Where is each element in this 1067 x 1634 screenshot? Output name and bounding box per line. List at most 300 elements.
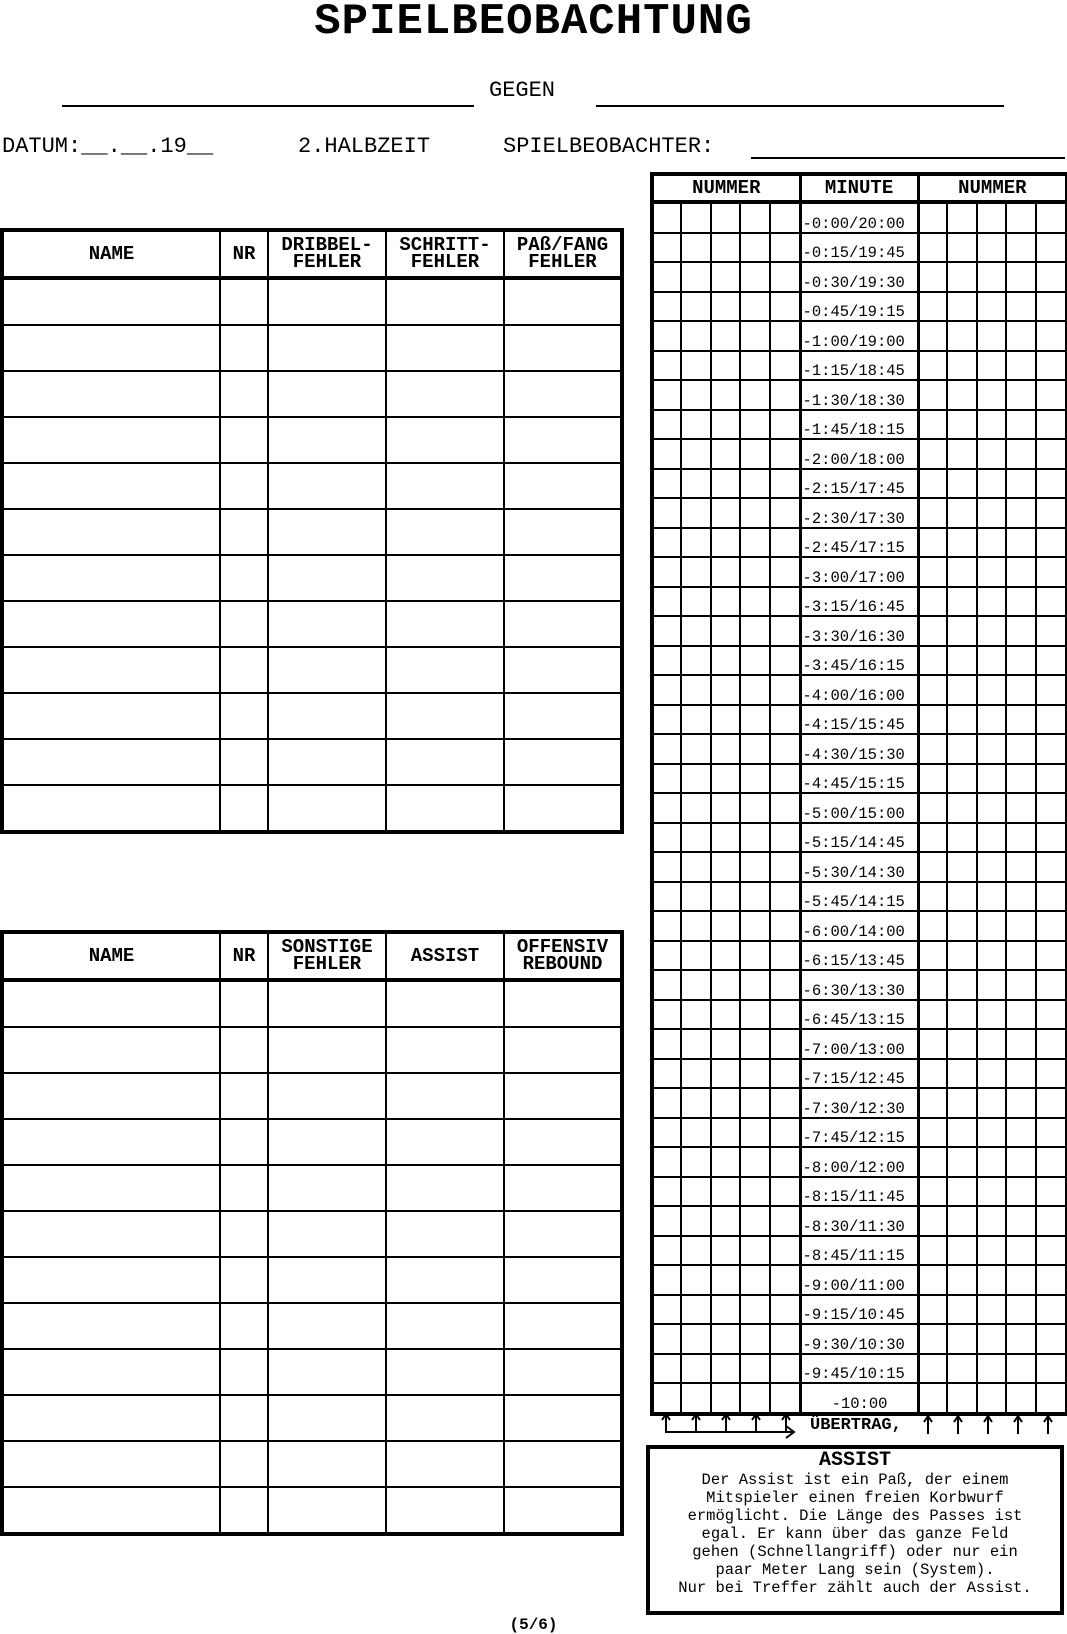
table-cell[interactable] (220, 693, 268, 739)
table-cell[interactable] (386, 1349, 504, 1395)
table-cell[interactable] (268, 1211, 386, 1257)
nummer-cell[interactable] (740, 616, 770, 646)
nummer-cell[interactable] (711, 557, 740, 587)
nummer-cell[interactable] (1036, 321, 1067, 351)
nummer-cell[interactable] (918, 705, 947, 735)
nummer-cell[interactable] (977, 351, 1006, 381)
nummer-cell[interactable] (681, 1059, 711, 1089)
nummer-cell[interactable] (770, 528, 800, 558)
nummer-cell[interactable] (711, 941, 740, 971)
nummer-cell[interactable] (681, 1147, 711, 1177)
table-cell[interactable] (220, 1211, 268, 1257)
nummer-cell[interactable] (1006, 439, 1036, 469)
nummer-cell[interactable] (1006, 587, 1036, 617)
nummer-cell[interactable] (681, 911, 711, 941)
table-cell[interactable] (2, 647, 220, 693)
table-cell[interactable] (2, 1441, 220, 1487)
nummer-cell[interactable] (711, 1059, 740, 1089)
nummer-cell[interactable] (740, 970, 770, 1000)
nummer-cell[interactable] (918, 852, 947, 882)
nummer-cell[interactable] (947, 202, 977, 233)
table-cell[interactable] (2, 555, 220, 601)
nummer-cell[interactable] (652, 262, 681, 292)
team-a-line[interactable] (62, 105, 474, 107)
nummer-cell[interactable] (918, 675, 947, 705)
nummer-cell[interactable] (711, 262, 740, 292)
table-cell[interactable] (386, 417, 504, 463)
nummer-cell[interactable] (681, 469, 711, 499)
nummer-cell[interactable] (711, 823, 740, 853)
table-cell[interactable] (220, 601, 268, 647)
nummer-cell[interactable] (918, 469, 947, 499)
nummer-cell[interactable] (918, 528, 947, 558)
nummer-cell[interactable] (740, 675, 770, 705)
nummer-cell[interactable] (918, 823, 947, 853)
table-cell[interactable] (220, 555, 268, 601)
nummer-cell[interactable] (740, 1206, 770, 1236)
nummer-cell[interactable] (740, 793, 770, 823)
nummer-cell[interactable] (711, 764, 740, 794)
nummer-cell[interactable] (770, 202, 800, 233)
nummer-cell[interactable] (918, 321, 947, 351)
nummer-cell[interactable] (681, 705, 711, 735)
nummer-cell[interactable] (947, 380, 977, 410)
nummer-cell[interactable] (918, 1354, 947, 1384)
nummer-cell[interactable] (711, 1295, 740, 1325)
nummer-cell[interactable] (1006, 1236, 1036, 1266)
nummer-cell[interactable] (918, 1118, 947, 1148)
nummer-cell[interactable] (1036, 1265, 1067, 1295)
nummer-cell[interactable] (770, 823, 800, 853)
nummer-cell[interactable] (770, 410, 800, 440)
nummer-cell[interactable] (947, 941, 977, 971)
nummer-cell[interactable] (770, 882, 800, 912)
nummer-cell[interactable] (770, 233, 800, 263)
table-cell[interactable] (2, 1165, 220, 1211)
nummer-cell[interactable] (1036, 705, 1067, 735)
nummer-cell[interactable] (947, 557, 977, 587)
table-cell[interactable] (504, 555, 622, 601)
table-cell[interactable] (386, 1395, 504, 1441)
nummer-cell[interactable] (711, 1383, 740, 1414)
nummer-cell[interactable] (947, 528, 977, 558)
nummer-cell[interactable] (977, 233, 1006, 263)
nummer-cell[interactable] (1006, 1000, 1036, 1030)
nummer-cell[interactable] (770, 262, 800, 292)
nummer-cell[interactable] (740, 498, 770, 528)
nummer-cell[interactable] (652, 852, 681, 882)
nummer-cell[interactable] (711, 882, 740, 912)
nummer-cell[interactable] (770, 1088, 800, 1118)
table-cell[interactable] (386, 1073, 504, 1119)
nummer-cell[interactable] (652, 439, 681, 469)
nummer-cell[interactable] (770, 911, 800, 941)
nummer-cell[interactable] (740, 1295, 770, 1325)
table-cell[interactable] (220, 371, 268, 417)
nummer-cell[interactable] (740, 1029, 770, 1059)
nummer-cell[interactable] (740, 1354, 770, 1384)
nummer-cell[interactable] (947, 1236, 977, 1266)
nummer-cell[interactable] (977, 1088, 1006, 1118)
nummer-cell[interactable] (770, 705, 800, 735)
nummer-cell[interactable] (770, 1118, 800, 1148)
table-cell[interactable] (268, 1487, 386, 1534)
nummer-cell[interactable] (918, 202, 947, 233)
nummer-cell[interactable] (1006, 1147, 1036, 1177)
table-cell[interactable] (268, 509, 386, 555)
table-cell[interactable] (386, 1119, 504, 1165)
table-cell[interactable] (504, 463, 622, 509)
table-cell[interactable] (386, 509, 504, 555)
nummer-cell[interactable] (947, 616, 977, 646)
nummer-cell[interactable] (1036, 380, 1067, 410)
nummer-cell[interactable] (1036, 675, 1067, 705)
nummer-cell[interactable] (947, 646, 977, 676)
nummer-cell[interactable] (681, 734, 711, 764)
table-cell[interactable] (2, 1303, 220, 1349)
table-cell[interactable] (220, 1073, 268, 1119)
nummer-cell[interactable] (977, 852, 1006, 882)
table-cell[interactable] (220, 647, 268, 693)
nummer-cell[interactable] (977, 1147, 1006, 1177)
nummer-cell[interactable] (947, 262, 977, 292)
table-cell[interactable] (386, 278, 504, 325)
nummer-cell[interactable] (770, 1206, 800, 1236)
nummer-cell[interactable] (947, 1354, 977, 1384)
table-cell[interactable] (268, 980, 386, 1027)
table-cell[interactable] (386, 785, 504, 832)
nummer-cell[interactable] (947, 1177, 977, 1207)
table-cell[interactable] (268, 463, 386, 509)
nummer-cell[interactable] (681, 1383, 711, 1414)
nummer-cell[interactable] (770, 852, 800, 882)
nummer-cell[interactable] (681, 1236, 711, 1266)
nummer-cell[interactable] (740, 941, 770, 971)
table-cell[interactable] (2, 739, 220, 785)
nummer-cell[interactable] (770, 941, 800, 971)
nummer-cell[interactable] (652, 1118, 681, 1148)
nummer-cell[interactable] (681, 941, 711, 971)
nummer-cell[interactable] (740, 587, 770, 617)
nummer-cell[interactable] (681, 498, 711, 528)
nummer-cell[interactable] (1036, 764, 1067, 794)
nummer-cell[interactable] (711, 1147, 740, 1177)
nummer-cell[interactable] (711, 528, 740, 558)
nummer-cell[interactable] (1036, 646, 1067, 676)
nummer-cell[interactable] (681, 970, 711, 1000)
nummer-cell[interactable] (977, 646, 1006, 676)
nummer-cell[interactable] (1036, 1206, 1067, 1236)
nummer-cell[interactable] (770, 1059, 800, 1089)
nummer-cell[interactable] (711, 1324, 740, 1354)
table-cell[interactable] (220, 417, 268, 463)
nummer-cell[interactable] (740, 380, 770, 410)
nummer-cell[interactable] (770, 587, 800, 617)
nummer-cell[interactable] (918, 439, 947, 469)
nummer-cell[interactable] (1006, 764, 1036, 794)
nummer-cell[interactable] (740, 410, 770, 440)
table-cell[interactable] (504, 647, 622, 693)
nummer-cell[interactable] (770, 292, 800, 322)
table-cell[interactable] (268, 1441, 386, 1487)
table-cell[interactable] (386, 1257, 504, 1303)
nummer-cell[interactable] (652, 705, 681, 735)
nummer-cell[interactable] (740, 557, 770, 587)
nummer-cell[interactable] (681, 528, 711, 558)
nummer-cell[interactable] (977, 587, 1006, 617)
nummer-cell[interactable] (977, 1236, 1006, 1266)
nummer-cell[interactable] (711, 852, 740, 882)
nummer-cell[interactable] (681, 202, 711, 233)
table-cell[interactable] (386, 325, 504, 371)
nummer-cell[interactable] (652, 1177, 681, 1207)
nummer-cell[interactable] (947, 823, 977, 853)
table-cell[interactable] (2, 693, 220, 739)
nummer-cell[interactable] (918, 410, 947, 440)
nummer-cell[interactable] (1036, 1177, 1067, 1207)
nummer-cell[interactable] (681, 1000, 711, 1030)
nummer-cell[interactable] (652, 557, 681, 587)
table-cell[interactable] (386, 1165, 504, 1211)
nummer-cell[interactable] (947, 498, 977, 528)
nummer-cell[interactable] (652, 1265, 681, 1295)
nummer-cell[interactable] (1036, 439, 1067, 469)
table-cell[interactable] (2, 785, 220, 832)
table-cell[interactable] (268, 785, 386, 832)
table-cell[interactable] (220, 739, 268, 785)
nummer-cell[interactable] (1006, 616, 1036, 646)
nummer-cell[interactable] (681, 1088, 711, 1118)
nummer-cell[interactable] (947, 1265, 977, 1295)
table-cell[interactable] (386, 1487, 504, 1534)
nummer-cell[interactable] (740, 469, 770, 499)
table-cell[interactable] (2, 278, 220, 325)
nummer-cell[interactable] (1006, 469, 1036, 499)
nummer-cell[interactable] (947, 321, 977, 351)
nummer-cell[interactable] (1006, 823, 1036, 853)
table-cell[interactable] (220, 1165, 268, 1211)
nummer-cell[interactable] (977, 1177, 1006, 1207)
nummer-cell[interactable] (918, 351, 947, 381)
table-cell[interactable] (504, 980, 622, 1027)
nummer-cell[interactable] (918, 1206, 947, 1236)
table-cell[interactable] (504, 1395, 622, 1441)
table-cell[interactable] (504, 325, 622, 371)
nummer-cell[interactable] (770, 616, 800, 646)
nummer-cell[interactable] (1006, 498, 1036, 528)
nummer-cell[interactable] (947, 1147, 977, 1177)
nummer-cell[interactable] (1036, 1029, 1067, 1059)
table-cell[interactable] (268, 1027, 386, 1073)
nummer-cell[interactable] (947, 1324, 977, 1354)
table-cell[interactable] (220, 1349, 268, 1395)
nummer-cell[interactable] (947, 410, 977, 440)
table-cell[interactable] (386, 1211, 504, 1257)
table-cell[interactable] (2, 1395, 220, 1441)
table-cell[interactable] (504, 1303, 622, 1349)
table-cell[interactable] (220, 325, 268, 371)
nummer-cell[interactable] (1036, 202, 1067, 233)
table-cell[interactable] (268, 693, 386, 739)
nummer-cell[interactable] (1006, 1295, 1036, 1325)
nummer-cell[interactable] (918, 1295, 947, 1325)
nummer-cell[interactable] (652, 1088, 681, 1118)
nummer-cell[interactable] (681, 823, 711, 853)
table-cell[interactable] (220, 1303, 268, 1349)
table-cell[interactable] (386, 647, 504, 693)
nummer-cell[interactable] (1036, 852, 1067, 882)
table-cell[interactable] (268, 1119, 386, 1165)
nummer-cell[interactable] (977, 1000, 1006, 1030)
nummer-cell[interactable] (681, 1206, 711, 1236)
nummer-cell[interactable] (947, 1029, 977, 1059)
nummer-cell[interactable] (1006, 1324, 1036, 1354)
nummer-cell[interactable] (652, 764, 681, 794)
nummer-cell[interactable] (711, 1029, 740, 1059)
nummer-cell[interactable] (711, 233, 740, 263)
nummer-cell[interactable] (652, 410, 681, 440)
nummer-cell[interactable] (1006, 1206, 1036, 1236)
table-cell[interactable] (268, 1073, 386, 1119)
nummer-cell[interactable] (1036, 292, 1067, 322)
nummer-cell[interactable] (918, 764, 947, 794)
nummer-cell[interactable] (1006, 262, 1036, 292)
nummer-cell[interactable] (652, 1029, 681, 1059)
nummer-cell[interactable] (947, 233, 977, 263)
nummer-cell[interactable] (918, 262, 947, 292)
nummer-cell[interactable] (1006, 911, 1036, 941)
table-cell[interactable] (268, 1165, 386, 1211)
nummer-cell[interactable] (652, 1206, 681, 1236)
nummer-cell[interactable] (740, 1147, 770, 1177)
nummer-cell[interactable] (652, 1295, 681, 1325)
table-cell[interactable] (268, 278, 386, 325)
nummer-cell[interactable] (681, 1118, 711, 1148)
nummer-cell[interactable] (681, 292, 711, 322)
table-cell[interactable] (2, 1487, 220, 1534)
nummer-cell[interactable] (740, 262, 770, 292)
nummer-cell[interactable] (977, 1295, 1006, 1325)
table-cell[interactable] (504, 509, 622, 555)
nummer-cell[interactable] (652, 675, 681, 705)
nummer-cell[interactable] (918, 1265, 947, 1295)
nummer-cell[interactable] (918, 1324, 947, 1354)
nummer-cell[interactable] (681, 439, 711, 469)
nummer-cell[interactable] (918, 793, 947, 823)
nummer-cell[interactable] (652, 882, 681, 912)
table-cell[interactable] (2, 1073, 220, 1119)
nummer-cell[interactable] (711, 292, 740, 322)
nummer-cell[interactable] (740, 1265, 770, 1295)
table-cell[interactable] (386, 1027, 504, 1073)
table-cell[interactable] (268, 1303, 386, 1349)
nummer-cell[interactable] (947, 1383, 977, 1414)
nummer-cell[interactable] (918, 587, 947, 617)
nummer-cell[interactable] (977, 410, 1006, 440)
nummer-cell[interactable] (1036, 1059, 1067, 1089)
nummer-cell[interactable] (977, 911, 1006, 941)
nummer-cell[interactable] (1006, 734, 1036, 764)
nummer-cell[interactable] (977, 439, 1006, 469)
table-cell[interactable] (504, 1441, 622, 1487)
nummer-cell[interactable] (1036, 1354, 1067, 1384)
nummer-cell[interactable] (740, 321, 770, 351)
table-cell[interactable] (220, 1395, 268, 1441)
nummer-cell[interactable] (918, 1088, 947, 1118)
nummer-cell[interactable] (681, 675, 711, 705)
table-cell[interactable] (2, 1027, 220, 1073)
nummer-cell[interactable] (711, 1265, 740, 1295)
nummer-cell[interactable] (977, 469, 1006, 499)
nummer-cell[interactable] (740, 1383, 770, 1414)
table-cell[interactable] (386, 555, 504, 601)
nummer-cell[interactable] (918, 941, 947, 971)
nummer-cell[interactable] (918, 233, 947, 263)
table-cell[interactable] (386, 693, 504, 739)
table-cell[interactable] (268, 417, 386, 463)
nummer-cell[interactable] (770, 1000, 800, 1030)
nummer-cell[interactable] (918, 1236, 947, 1266)
nummer-cell[interactable] (740, 1059, 770, 1089)
nummer-cell[interactable] (681, 1177, 711, 1207)
table-cell[interactable] (504, 278, 622, 325)
nummer-cell[interactable] (1036, 1295, 1067, 1325)
nummer-cell[interactable] (652, 469, 681, 499)
nummer-cell[interactable] (770, 1236, 800, 1266)
nummer-cell[interactable] (770, 793, 800, 823)
nummer-cell[interactable] (1006, 675, 1036, 705)
nummer-cell[interactable] (1036, 970, 1067, 1000)
nummer-cell[interactable] (711, 1354, 740, 1384)
nummer-cell[interactable] (711, 793, 740, 823)
nummer-cell[interactable] (652, 646, 681, 676)
nummer-cell[interactable] (947, 793, 977, 823)
table-cell[interactable] (504, 1073, 622, 1119)
nummer-cell[interactable] (652, 734, 681, 764)
nummer-cell[interactable] (1036, 410, 1067, 440)
nummer-cell[interactable] (681, 882, 711, 912)
nummer-cell[interactable] (1036, 351, 1067, 381)
nummer-cell[interactable] (652, 941, 681, 971)
nummer-cell[interactable] (1036, 1088, 1067, 1118)
nummer-cell[interactable] (681, 1354, 711, 1384)
nummer-cell[interactable] (681, 380, 711, 410)
nummer-cell[interactable] (711, 351, 740, 381)
table-cell[interactable] (504, 739, 622, 785)
nummer-cell[interactable] (652, 1354, 681, 1384)
nummer-cell[interactable] (681, 1295, 711, 1325)
nummer-cell[interactable] (711, 646, 740, 676)
table-cell[interactable] (220, 463, 268, 509)
nummer-cell[interactable] (711, 616, 740, 646)
nummer-cell[interactable] (977, 734, 1006, 764)
table-cell[interactable] (268, 555, 386, 601)
nummer-cell[interactable] (918, 646, 947, 676)
nummer-cell[interactable] (1006, 1383, 1036, 1414)
nummer-cell[interactable] (1036, 498, 1067, 528)
nummer-cell[interactable] (770, 764, 800, 794)
nummer-cell[interactable] (740, 1236, 770, 1266)
nummer-cell[interactable] (711, 321, 740, 351)
nummer-cell[interactable] (681, 262, 711, 292)
beobachter-line[interactable] (751, 157, 1065, 159)
nummer-cell[interactable] (1036, 1147, 1067, 1177)
nummer-cell[interactable] (652, 1059, 681, 1089)
nummer-cell[interactable] (711, 439, 740, 469)
nummer-cell[interactable] (1036, 557, 1067, 587)
nummer-cell[interactable] (1006, 941, 1036, 971)
datum-label[interactable]: DATUM:__.__.19__ (2, 134, 214, 159)
